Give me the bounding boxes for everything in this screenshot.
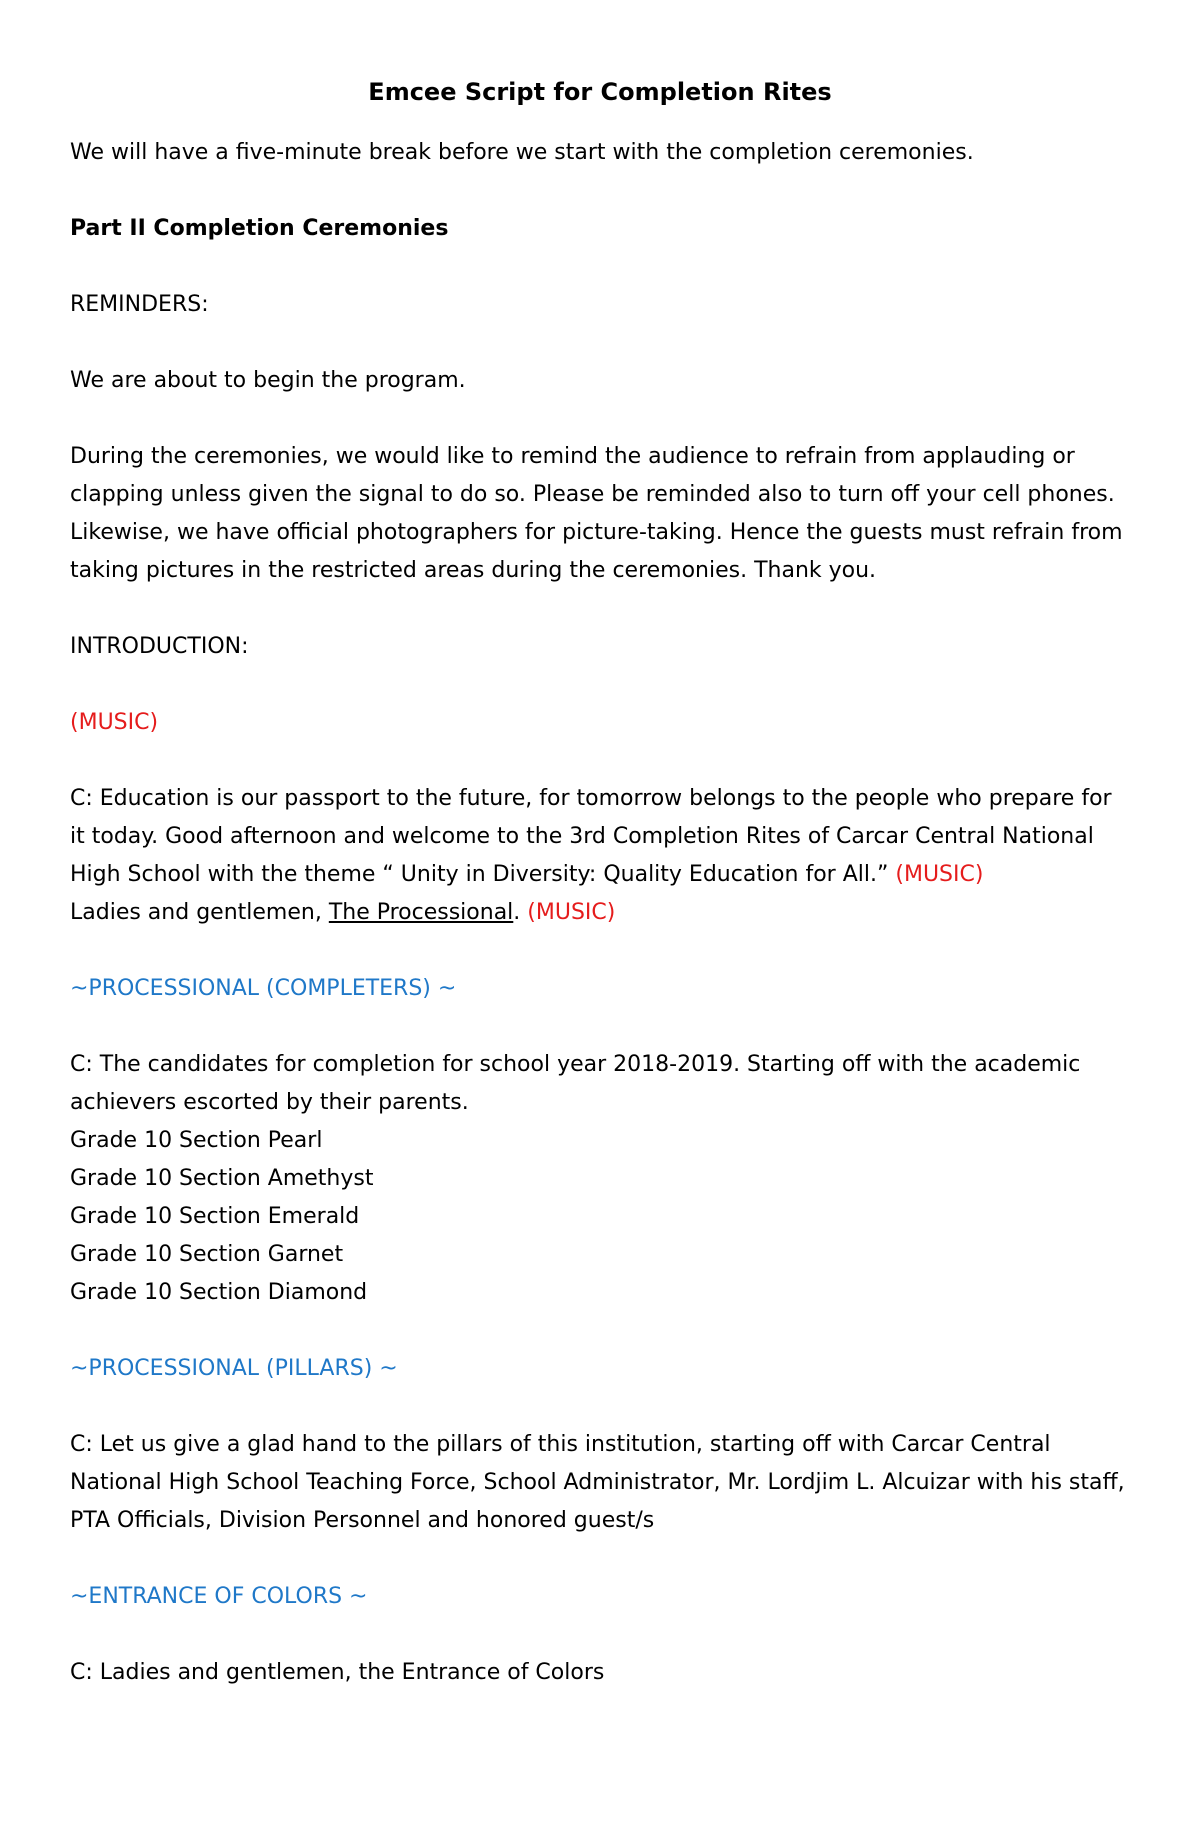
section-item: Grade 10 Section Amethyst <box>70 1166 374 1191</box>
processional-announcement <box>70 894 1130 932</box>
intro-paragraph <box>70 780 1130 894</box>
section-item: Grade 10 Section Emerald <box>70 1204 360 1229</box>
break-note: We will have a five-minute break before we start with the completion ceremonies. <box>70 140 974 165</box>
section-item: Grade 10 Section Garnet <box>70 1242 344 1267</box>
begin-program-text: We are about to begin the program. <box>70 368 466 393</box>
document-body <box>70 70 1130 1730</box>
processional-music-cue: (MUSIC) <box>527 900 616 925</box>
pillars-text: C: Let us give a glad hand to the pillars of this institution, starting off with Carcar Central National High School Teaching Force, School Administrator, Mr. Lordjim L. Alcuizar with his staff, PTA Officials, Division Personnel and honored guest/s <box>70 1432 1125 1533</box>
processional-announcement-suffix: . <box>513 900 521 925</box>
candidates-text: C: The candidates for completion for school year 2018-2019. Starting off with the academic achievers escorted by their parents. <box>70 1052 1081 1115</box>
section-item: Grade 10 Section Diamond <box>70 1280 368 1305</box>
reminders-heading: REMINDERS: <box>70 292 209 317</box>
processional-pillars-heading: ~PROCESSIONAL (PILLARS) ~ <box>70 1356 398 1381</box>
entrance-colors-heading: ~ENTRANCE OF COLORS ~ <box>70 1584 368 1609</box>
introduction-heading: INTRODUCTION: <box>70 634 249 659</box>
entrance-colors-text: C: Ladies and gentlemen, the Entrance of Colors <box>70 1660 605 1685</box>
processional-link: The Processional <box>328 900 514 925</box>
reminder-paragraph: During the ceremonies, we would like to remind the audience to refrain from applauding or clapping unless given the signal to do so. Please be reminded also to turn off your cell phones. Likewise, we have official photographers for picture-taking. Hence the guests must refrain from taking pictures in the restricted areas during the ceremonies. Thank you. <box>70 444 1123 583</box>
music-cue: (MUSIC) <box>70 710 159 735</box>
processional-completers-heading: ~PROCESSIONAL (COMPLETERS) ~ <box>70 976 457 1001</box>
part-heading: Part II Completion Ceremonies <box>70 216 449 241</box>
intro-music-cue: (MUSIC) <box>895 862 984 887</box>
processional-announcement-prefix: Ladies and gentlemen, <box>70 900 329 925</box>
intro-text: C: Education is our passport to the future, for tomorrow belongs to the people who prepare for it today. Good afternoon and welcome to the 3rd Completion Rites of Carcar Central National High School with the theme “ Unity in Diversity: Quality Education for All.” <box>70 786 1112 887</box>
section-item: Grade 10 Section Pearl <box>70 1128 323 1153</box>
document-title: Emcee Script for Completion Rites <box>368 78 832 106</box>
